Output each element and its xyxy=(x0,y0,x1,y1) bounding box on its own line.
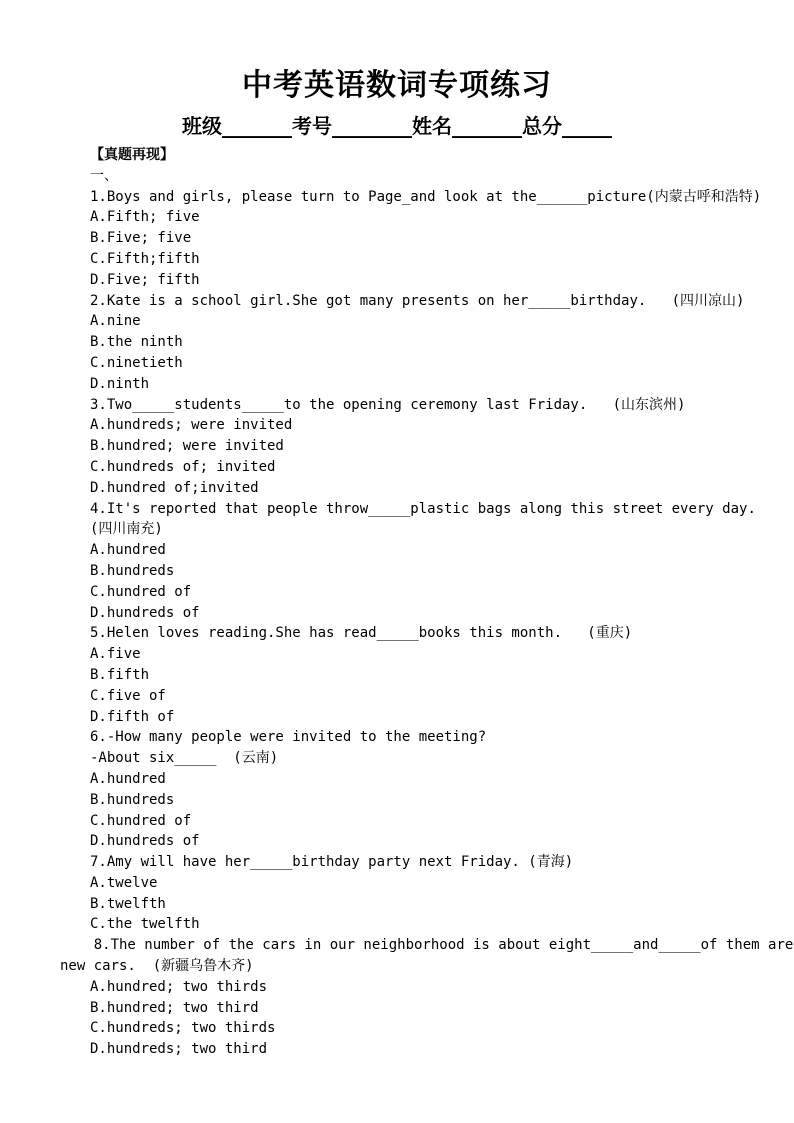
text-line: 7.Amy will have her_____birthday party next Friday. (青海) xyxy=(90,854,574,871)
text-line: A.twelve xyxy=(90,874,158,891)
text-line: B.hundred; were invited xyxy=(90,438,284,455)
text-line: C.hundred of xyxy=(90,583,192,600)
text-line: A.hundred; two thirds xyxy=(90,978,268,995)
text-line: A.Fifth; five xyxy=(90,209,200,226)
text-line: B.Five; five xyxy=(90,230,192,247)
text-line: D.ninth xyxy=(90,375,150,392)
text-line: B.hundreds xyxy=(90,562,175,579)
text-line: C.five of xyxy=(90,687,166,704)
text-line: A.five xyxy=(90,646,141,663)
text-line: D.hundred of;invited xyxy=(90,479,259,496)
text-line: A.hundred xyxy=(90,770,166,787)
text-line: B.hundreds xyxy=(90,791,175,808)
text-line: A.hundred xyxy=(90,542,166,559)
student-info-line: 班级_______考号________姓名_______总分_____ xyxy=(182,114,612,138)
text-line: 8.The number of the cars in our neighborhood is about eight_____and_____of them are xyxy=(60,937,794,954)
text-line: A.hundreds; were invited xyxy=(90,417,293,434)
text-line: B.hundred; two third xyxy=(90,999,259,1016)
text-line: D.Five; fifth xyxy=(90,271,200,288)
text-line: C.ninetieth xyxy=(90,354,183,371)
text-line: C.hundreds; two thirds xyxy=(90,1020,276,1037)
text-line: new cars. (新疆乌鲁木齐) xyxy=(60,958,254,975)
text-line: 4.It's reported that people throw_____plastic bags along this street every day. xyxy=(90,500,756,517)
section-heading: 【真题再现】 xyxy=(90,147,174,163)
text-line: (四川南充) xyxy=(90,521,163,538)
text-line: B.fifth xyxy=(90,666,150,683)
text-line: 2.Kate is a school girl.She got many presents on her_____birthday. (四川凉山) xyxy=(90,292,745,309)
page-title: 中考英语数词专项练习 xyxy=(242,68,552,103)
text-line: 一、 xyxy=(90,167,118,184)
text-line: C.hundreds of; invited xyxy=(90,458,276,475)
text-line: B.twelfth xyxy=(90,895,166,912)
text-line: D.hundreds; two third xyxy=(90,1041,268,1058)
text-line: D.hundreds of xyxy=(90,833,200,850)
text-line: D.hundreds of xyxy=(90,604,200,621)
text-line: 5.Helen loves reading.She has read_____books this month. (重庆) xyxy=(90,625,633,642)
text-line: 6.-How many people were invited to the meeting? xyxy=(90,729,487,746)
question-body xyxy=(60,145,794,1060)
text-line: 3.Two_____students_____to the opening ceremony last Friday. (山东滨州) xyxy=(90,396,686,413)
text-line: D.fifth of xyxy=(90,708,175,725)
text-line: C.Fifth;fifth xyxy=(90,250,200,267)
text-line: C.hundred of xyxy=(90,812,192,829)
text-line: B.the ninth xyxy=(90,334,183,351)
text-line: -About six_____ (云南) xyxy=(90,750,279,767)
text-line: C.the twelfth xyxy=(90,916,200,933)
text-line: A.nine xyxy=(90,313,141,330)
text-line: 1.Boys and girls, please turn to Page_and look at the______picture(内蒙古呼和浩特) xyxy=(90,188,762,205)
